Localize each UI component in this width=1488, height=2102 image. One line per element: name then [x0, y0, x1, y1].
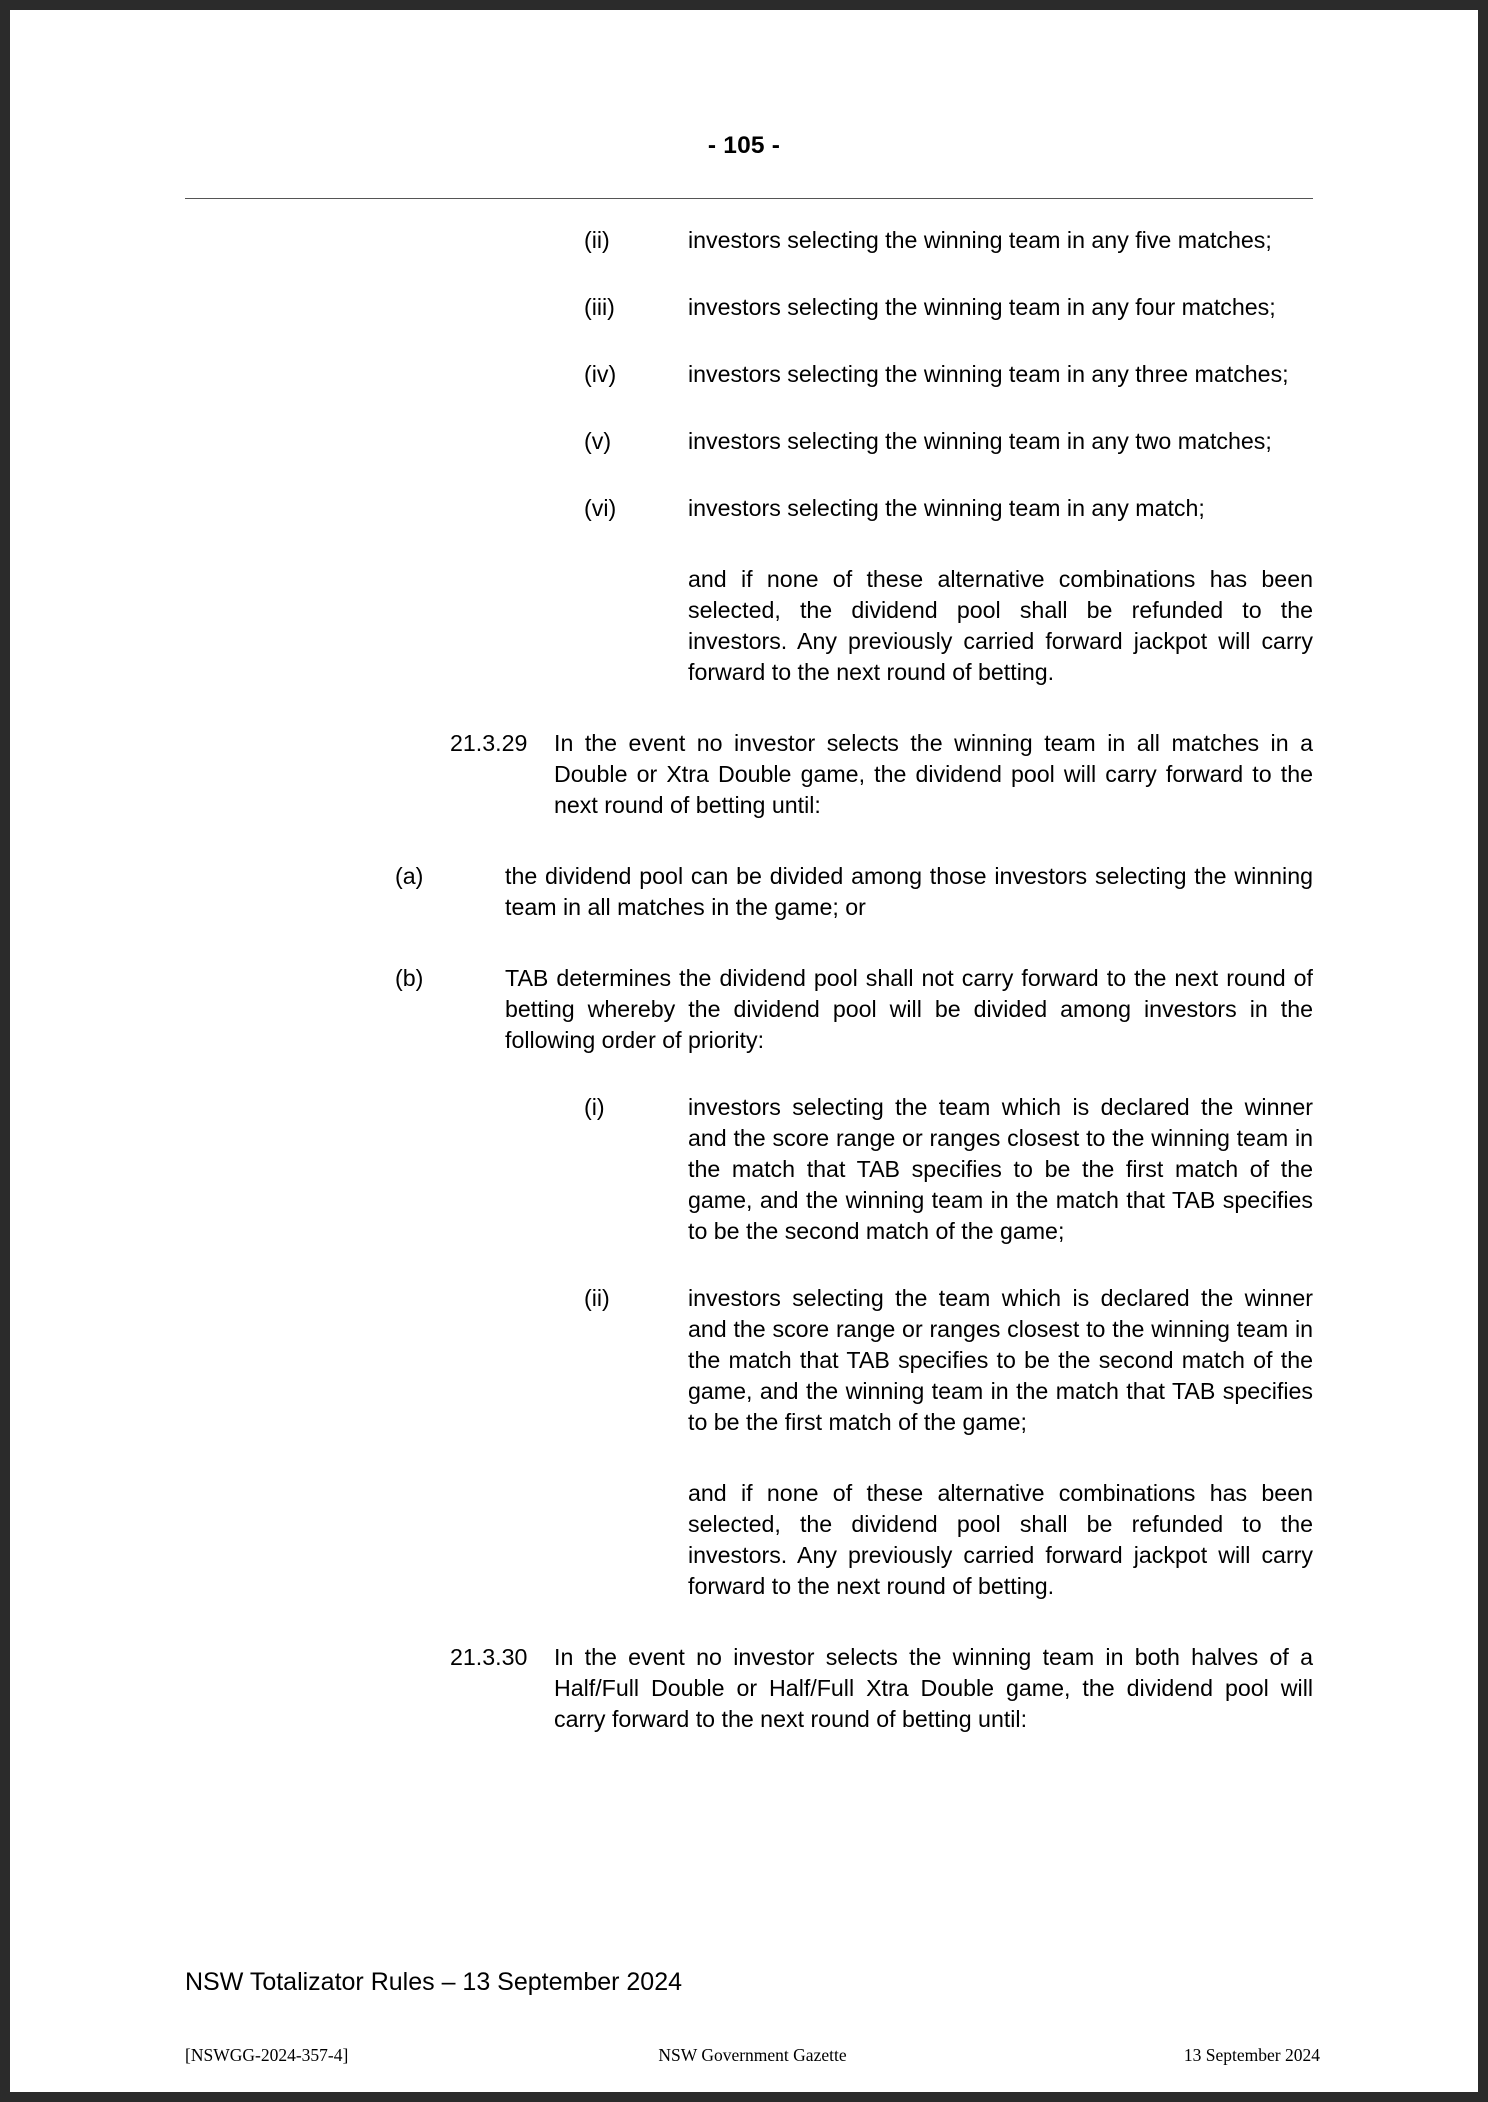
- paragraph-spacer: [10, 1056, 1478, 1092]
- clause-text: TAB determines the dividend pool shall not carry forward to the next round of betting whereby the dividend pool will be divided among investors in the following order of priority:: [505, 965, 1313, 1053]
- clause-marker: (ii): [584, 227, 610, 253]
- clause-block: [395, 861, 1313, 923]
- paragraph-spacer: [10, 923, 1478, 963]
- clause-text: investors selecting the team which is declared the winner and the score range or ranges closest to the winning team in the match that TAB specifies to be the first match of the game, and the winning team in the match that TAB specifies to be the second match of the game;: [688, 1094, 1313, 1244]
- clause-text: the dividend pool can be divided among those investors selecting the winning team in all matches in the game; or: [505, 863, 1313, 920]
- clause-text: investors selecting the winning team in any four matches;: [688, 294, 1276, 320]
- header-divider: [185, 198, 1313, 199]
- paragraph-spacer: [10, 1602, 1478, 1642]
- clause-block: [584, 1092, 1313, 1247]
- clause-marker: 21.3.29: [450, 730, 528, 756]
- paragraph-spacer: [10, 524, 1478, 564]
- gazette-reference: [NSWGG-2024-357-4]: [185, 2045, 349, 2065]
- gazette-date: 13 September 2024: [1183, 2045, 1320, 2065]
- document-title-footer: NSW Totalizator Rules – 13 September 2024: [185, 1968, 683, 1996]
- clause-block: [450, 728, 1313, 821]
- clause-marker: (vi): [584, 495, 617, 521]
- clause-marker: (b): [395, 965, 424, 991]
- clause-text: investors selecting the winning team in any three matches;: [688, 361, 1289, 387]
- paragraph-spacer: [10, 323, 1478, 359]
- clause-marker: (iv): [584, 361, 617, 387]
- clause-marker: 21.3.30: [450, 1644, 528, 1670]
- clause-block: [688, 1478, 1313, 1602]
- paragraph-spacer: [10, 821, 1478, 861]
- clause-text: In the event no investor selects the winning team in both halves of a Half/Full Double or Half/Full Xtra Double game, the dividend pool will carry forward to the next round of betting until:: [554, 1644, 1313, 1732]
- clause-text: investors selecting the winning team in any match;: [688, 495, 1205, 521]
- clause-marker: (i): [584, 1094, 605, 1120]
- page-number: - 105 -: [707, 132, 781, 159]
- paragraph-spacer: [10, 457, 1478, 493]
- paragraph-spacer: [10, 688, 1478, 728]
- gazette-footer: [185, 2045, 1320, 2066]
- clause-text: and if none of these alternative combinations has been selected, the dividend pool shall be refunded to the investors. Any previously carried forward jackpot will carry forward to the next round of betting.: [688, 566, 1313, 685]
- gazette-name: NSW Government Gazette: [658, 2045, 847, 2065]
- clause-block: [584, 225, 1313, 256]
- clause-text: In the event no investor selects the winning team in all matches in a Double or Xtra Double game, the dividend pool will carry forward to the next round of betting until:: [554, 730, 1313, 818]
- clause-text: investors selecting the winning team in any two matches;: [688, 428, 1272, 454]
- clause-block: [584, 292, 1313, 323]
- paragraph-spacer: [10, 256, 1478, 292]
- clause-block: [584, 359, 1313, 390]
- clause-block: [584, 1283, 1313, 1438]
- paragraph-spacer: [10, 390, 1478, 426]
- clause-text: investors selecting the team which is declared the winner and the score range or ranges closest to the winning team in the match that TAB specifies to be the second match of the game, and the winning team in the match that TAB specifies to be the first match of the game;: [688, 1285, 1313, 1435]
- clause-marker: (v): [584, 428, 612, 454]
- clause-text: investors selecting the winning team in any five matches;: [688, 227, 1272, 253]
- document-body: [10, 225, 1478, 1735]
- paragraph-spacer: [10, 1247, 1478, 1283]
- clause-marker: (a): [395, 863, 424, 889]
- clause-block: [584, 426, 1313, 457]
- clause-block: [450, 1642, 1313, 1735]
- clause-block: [688, 564, 1313, 688]
- clause-marker: (ii): [584, 1285, 610, 1311]
- clause-text: and if none of these alternative combinations has been selected, the dividend pool shall be refunded to the investors. Any previously carried forward jackpot will carry forward to the next round of betting.: [688, 1480, 1313, 1599]
- document-page: [10, 10, 1478, 2092]
- clause-block: [395, 963, 1313, 1056]
- clause-block: [584, 493, 1313, 524]
- clause-marker: (iii): [584, 294, 615, 320]
- paragraph-spacer: [10, 1438, 1478, 1478]
